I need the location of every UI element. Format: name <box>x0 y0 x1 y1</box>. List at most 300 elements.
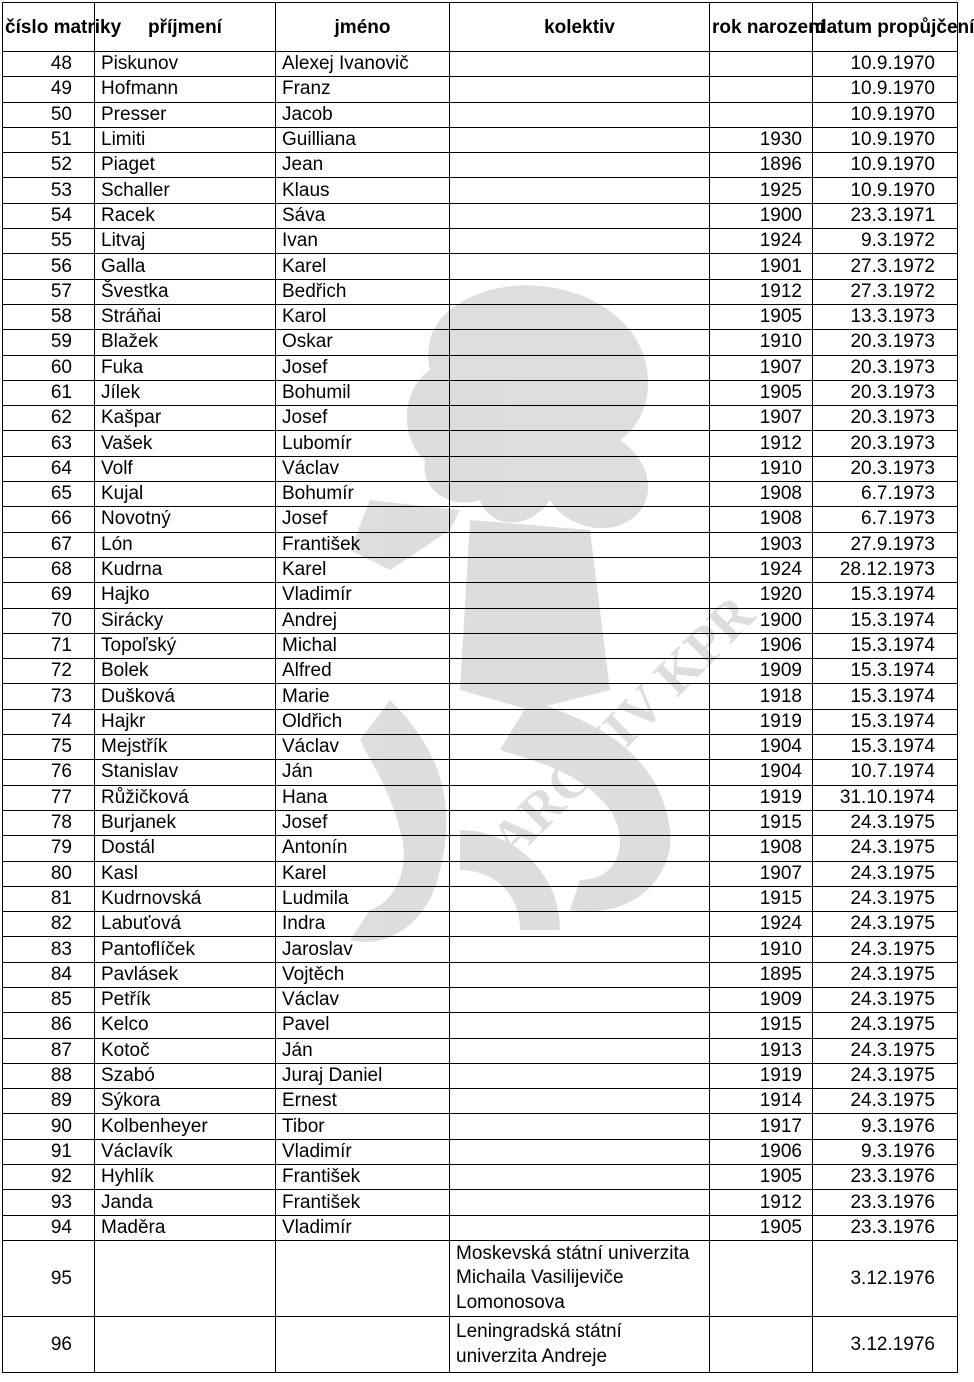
row-number: 58 <box>3 304 95 329</box>
row-firstname: Josef <box>276 507 450 532</box>
row-firstname: Bohumil <box>276 380 450 405</box>
row-collective <box>450 1038 710 1063</box>
row-number: 71 <box>3 633 95 658</box>
row-collective <box>450 532 710 557</box>
row-birth-year: 1903 <box>710 532 813 557</box>
row-surname: Václavík <box>95 1139 276 1164</box>
row-birth-year: 1912 <box>710 1190 813 1215</box>
header-rok: rok narození <box>710 3 813 52</box>
row-award-date: 31.10.1974 <box>813 785 958 810</box>
row-birth-year: 1920 <box>710 583 813 608</box>
row-collective <box>450 633 710 658</box>
row-number: 84 <box>3 962 95 987</box>
row-birth-year: 1912 <box>710 431 813 456</box>
row-collective <box>450 836 710 861</box>
row-surname: Vašek <box>95 431 276 456</box>
row-birth-year: 1895 <box>710 962 813 987</box>
row-award-date: 20.3.1973 <box>813 406 958 431</box>
row-surname: Piskunov <box>95 52 276 77</box>
row-award-date: 10.9.1970 <box>813 153 958 178</box>
row-birth-year: 1918 <box>710 684 813 709</box>
row-surname: Litvaj <box>95 229 276 254</box>
row-firstname: Oldřich <box>276 709 450 734</box>
row-collective <box>450 254 710 279</box>
row-collective <box>450 77 710 102</box>
row-collective <box>450 1165 710 1190</box>
row-birth-year: 1906 <box>710 633 813 658</box>
row-collective <box>450 1114 710 1139</box>
table-row <box>3 254 958 279</box>
table-row <box>3 1063 958 1088</box>
row-collective <box>450 52 710 77</box>
row-award-date: 6.7.1973 <box>813 482 958 507</box>
row-number: 68 <box>3 557 95 582</box>
table-row <box>3 633 958 658</box>
row-number: 81 <box>3 886 95 911</box>
row-collective <box>450 482 710 507</box>
row-firstname: Andrej <box>276 608 450 633</box>
row-surname: Sirácky <box>95 608 276 633</box>
row-birth-year: 1907 <box>710 406 813 431</box>
row-birth-year: 1900 <box>710 203 813 228</box>
header-datum: datum propůjčení <box>813 3 958 52</box>
table-row <box>3 153 958 178</box>
row-surname: Lón <box>95 532 276 557</box>
table-row <box>3 330 958 355</box>
table-row <box>3 735 958 760</box>
header-jmeno: jméno <box>276 3 450 52</box>
row-surname: Dostál <box>95 836 276 861</box>
row-birth-year: 1909 <box>710 659 813 684</box>
row-firstname: Hana <box>276 785 450 810</box>
row-number: 87 <box>3 1038 95 1063</box>
row-firstname: Jean <box>276 153 450 178</box>
row-surname: Hajkr <box>95 709 276 734</box>
row-surname <box>95 1240 276 1317</box>
table-row <box>3 431 958 456</box>
row-award-date: 24.3.1975 <box>813 987 958 1012</box>
row-number: 56 <box>3 254 95 279</box>
row-number: 70 <box>3 608 95 633</box>
row-firstname: Karel <box>276 557 450 582</box>
header-row <box>3 3 958 52</box>
row-surname: Racek <box>95 203 276 228</box>
row-collective <box>450 1215 710 1240</box>
row-firstname: Vladimír <box>276 1139 450 1164</box>
row-number: 96 <box>3 1317 95 1373</box>
row-award-date: 15.3.1974 <box>813 608 958 633</box>
row-award-date: 15.3.1974 <box>813 684 958 709</box>
row-collective <box>450 684 710 709</box>
row-birth-year: 1905 <box>710 380 813 405</box>
table-row <box>3 1089 958 1114</box>
row-surname: Maděra <box>95 1215 276 1240</box>
row-birth-year <box>710 1240 813 1317</box>
row-surname: Stráňai <box>95 304 276 329</box>
row-collective <box>450 735 710 760</box>
row-surname: Kelco <box>95 1013 276 1038</box>
row-firstname: Sáva <box>276 203 450 228</box>
row-surname: Hofmann <box>95 77 276 102</box>
row-birth-year: 1930 <box>710 127 813 152</box>
row-birth-year <box>710 1317 813 1373</box>
row-birth-year: 1912 <box>710 279 813 304</box>
row-surname: Piaget <box>95 153 276 178</box>
table-row <box>3 456 958 481</box>
row-surname: Kašpar <box>95 406 276 431</box>
row-award-date: 24.3.1975 <box>813 1013 958 1038</box>
row-firstname: Pavel <box>276 1013 450 1038</box>
row-birth-year: 1901 <box>710 254 813 279</box>
row-firstname: Ernest <box>276 1089 450 1114</box>
row-number: 76 <box>3 760 95 785</box>
row-surname: Labuťová <box>95 912 276 937</box>
table-row <box>3 836 958 861</box>
row-award-date: 24.3.1975 <box>813 912 958 937</box>
row-collective <box>450 608 710 633</box>
row-number: 59 <box>3 330 95 355</box>
row-surname: Sýkora <box>95 1089 276 1114</box>
row-birth-year: 1907 <box>710 861 813 886</box>
table-row <box>3 810 958 835</box>
row-number: 55 <box>3 229 95 254</box>
table-row <box>3 532 958 557</box>
table-row <box>3 178 958 203</box>
row-award-date: 24.3.1975 <box>813 1089 958 1114</box>
row-number: 89 <box>3 1089 95 1114</box>
row-collective <box>450 330 710 355</box>
header-kolektiv: kolektiv <box>450 3 710 52</box>
row-award-date: 28.12.1973 <box>813 557 958 582</box>
row-award-date: 20.3.1973 <box>813 456 958 481</box>
row-collective <box>450 1063 710 1088</box>
row-collective <box>450 557 710 582</box>
row-number: 48 <box>3 52 95 77</box>
row-collective <box>450 810 710 835</box>
row-award-date: 10.9.1970 <box>813 77 958 102</box>
row-firstname: Indra <box>276 912 450 937</box>
row-birth-year: 1908 <box>710 507 813 532</box>
row-birth-year <box>710 102 813 127</box>
row-number: 86 <box>3 1013 95 1038</box>
row-number: 83 <box>3 937 95 962</box>
row-collective <box>450 355 710 380</box>
row-surname: Růžičková <box>95 785 276 810</box>
row-firstname: Jaroslav <box>276 937 450 962</box>
row-surname: Limiti <box>95 127 276 152</box>
row-surname: Kasl <box>95 861 276 886</box>
row-collective <box>450 507 710 532</box>
row-birth-year: 1908 <box>710 482 813 507</box>
row-collective <box>450 431 710 456</box>
row-surname: Hajko <box>95 583 276 608</box>
row-award-date: 10.9.1970 <box>813 52 958 77</box>
row-surname: Kolbenheyer <box>95 1114 276 1139</box>
row-surname: Burjanek <box>95 810 276 835</box>
row-number: 93 <box>3 1190 95 1215</box>
row-surname: Blažek <box>95 330 276 355</box>
row-birth-year: 1914 <box>710 1089 813 1114</box>
row-birth-year: 1905 <box>710 304 813 329</box>
row-collective <box>450 153 710 178</box>
row-firstname: František <box>276 1165 450 1190</box>
row-surname: Presser <box>95 102 276 127</box>
row-collective <box>450 229 710 254</box>
table-row <box>3 1114 958 1139</box>
row-award-date: 10.7.1974 <box>813 760 958 785</box>
row-birth-year: 1900 <box>710 608 813 633</box>
table-row <box>3 355 958 380</box>
row-award-date: 23.3.1976 <box>813 1215 958 1240</box>
row-firstname: Josef <box>276 406 450 431</box>
row-collective <box>450 406 710 431</box>
table-row <box>3 557 958 582</box>
row-surname: Petřík <box>95 987 276 1012</box>
table-row <box>3 279 958 304</box>
row-firstname: Juraj Daniel <box>276 1063 450 1088</box>
row-collective <box>450 203 710 228</box>
row-award-date: 9.3.1972 <box>813 229 958 254</box>
row-number: 90 <box>3 1114 95 1139</box>
table-row <box>3 77 958 102</box>
table-row <box>3 962 958 987</box>
row-birth-year: 1915 <box>710 810 813 835</box>
row-firstname: Bedřich <box>276 279 450 304</box>
table-row <box>3 760 958 785</box>
row-number: 82 <box>3 912 95 937</box>
row-award-date: 10.9.1970 <box>813 102 958 127</box>
row-collective <box>450 380 710 405</box>
row-collective <box>450 1013 710 1038</box>
row-birth-year: 1915 <box>710 886 813 911</box>
row-firstname <box>276 1240 450 1317</box>
row-award-date: 3.12.1976 <box>813 1317 958 1373</box>
row-collective <box>450 912 710 937</box>
row-collective <box>450 785 710 810</box>
table-row <box>3 709 958 734</box>
row-award-date: 24.3.1975 <box>813 810 958 835</box>
row-number: 95 <box>3 1240 95 1317</box>
table-row <box>3 203 958 228</box>
row-number: 75 <box>3 735 95 760</box>
table-row <box>3 482 958 507</box>
row-number: 80 <box>3 861 95 886</box>
table-row <box>3 102 958 127</box>
row-birth-year: 1924 <box>710 557 813 582</box>
row-award-date: 15.3.1974 <box>813 735 958 760</box>
row-birth-year: 1913 <box>710 1038 813 1063</box>
row-surname: Fuka <box>95 355 276 380</box>
row-collective <box>450 102 710 127</box>
row-birth-year: 1896 <box>710 153 813 178</box>
table-row <box>3 229 958 254</box>
row-number: 67 <box>3 532 95 557</box>
row-birth-year: 1919 <box>710 709 813 734</box>
row-firstname: Guilliana <box>276 127 450 152</box>
row-birth-year <box>710 77 813 102</box>
row-collective <box>450 1139 710 1164</box>
row-birth-year: 1907 <box>710 355 813 380</box>
table-row <box>3 937 958 962</box>
row-birth-year: 1925 <box>710 178 813 203</box>
row-collective <box>450 583 710 608</box>
row-number: 65 <box>3 482 95 507</box>
row-number: 78 <box>3 810 95 835</box>
row-number: 88 <box>3 1063 95 1088</box>
row-birth-year: 1906 <box>710 1139 813 1164</box>
header-prijmeni: příjmení <box>95 3 276 52</box>
row-number: 52 <box>3 153 95 178</box>
row-birth-year: 1910 <box>710 456 813 481</box>
table-row <box>3 886 958 911</box>
row-birth-year: 1915 <box>710 1013 813 1038</box>
row-firstname: Vladimír <box>276 583 450 608</box>
row-number: 69 <box>3 583 95 608</box>
row-birth-year: 1917 <box>710 1114 813 1139</box>
row-firstname: Michal <box>276 633 450 658</box>
table-row <box>3 1240 958 1317</box>
row-firstname: Karel <box>276 861 450 886</box>
row-surname: Volf <box>95 456 276 481</box>
row-number: 62 <box>3 406 95 431</box>
row-award-date: 24.3.1975 <box>813 937 958 962</box>
row-firstname: Josef <box>276 810 450 835</box>
row-firstname: Karel <box>276 254 450 279</box>
row-number: 50 <box>3 102 95 127</box>
table-row <box>3 1190 958 1215</box>
row-birth-year: 1905 <box>710 1215 813 1240</box>
row-number: 94 <box>3 1215 95 1240</box>
row-surname: Švestka <box>95 279 276 304</box>
row-award-date: 20.3.1973 <box>813 380 958 405</box>
row-surname: Mejstřík <box>95 735 276 760</box>
row-award-date: 24.3.1975 <box>813 962 958 987</box>
table-row <box>3 406 958 431</box>
row-surname: Jílek <box>95 380 276 405</box>
row-award-date: 24.3.1975 <box>813 861 958 886</box>
row-birth-year: 1919 <box>710 1063 813 1088</box>
row-award-date: 15.3.1974 <box>813 659 958 684</box>
row-birth-year: 1910 <box>710 937 813 962</box>
row-number: 63 <box>3 431 95 456</box>
row-firstname: Josef <box>276 355 450 380</box>
table-row <box>3 380 958 405</box>
row-number: 79 <box>3 836 95 861</box>
row-award-date: 15.3.1974 <box>813 709 958 734</box>
row-birth-year: 1908 <box>710 836 813 861</box>
row-number: 85 <box>3 987 95 1012</box>
row-collective <box>450 659 710 684</box>
row-award-date: 10.9.1970 <box>813 178 958 203</box>
row-award-date: 10.9.1970 <box>813 127 958 152</box>
table-row <box>3 1165 958 1190</box>
row-award-date: 20.3.1973 <box>813 355 958 380</box>
row-number: 54 <box>3 203 95 228</box>
row-firstname: Lubomír <box>276 431 450 456</box>
row-surname: Bolek <box>95 659 276 684</box>
row-number: 49 <box>3 77 95 102</box>
row-collective <box>450 709 710 734</box>
row-firstname: Ludmila <box>276 886 450 911</box>
row-collective <box>450 937 710 962</box>
row-collective <box>450 279 710 304</box>
row-award-date: 24.3.1975 <box>813 886 958 911</box>
row-firstname: Vladimír <box>276 1215 450 1240</box>
row-collective <box>450 304 710 329</box>
row-number: 61 <box>3 380 95 405</box>
table-row <box>3 912 958 937</box>
row-surname: Szabó <box>95 1063 276 1088</box>
row-number: 57 <box>3 279 95 304</box>
row-firstname: Václav <box>276 456 450 481</box>
row-collective <box>450 987 710 1012</box>
row-surname <box>95 1317 276 1373</box>
row-birth-year: 1924 <box>710 912 813 937</box>
table-row <box>3 1317 958 1373</box>
row-birth-year <box>710 52 813 77</box>
row-number: 74 <box>3 709 95 734</box>
row-birth-year: 1909 <box>710 987 813 1012</box>
table-row <box>3 684 958 709</box>
row-surname: Novotný <box>95 507 276 532</box>
table-row <box>3 583 958 608</box>
row-firstname: Jacob <box>276 102 450 127</box>
table-row <box>3 304 958 329</box>
row-award-date: 6.7.1973 <box>813 507 958 532</box>
row-collective: Moskevská státní univerzita Michaila Vasilijeviče Lomonosova <box>450 1240 710 1317</box>
row-firstname: Klaus <box>276 178 450 203</box>
row-collective <box>450 178 710 203</box>
row-number: 92 <box>3 1165 95 1190</box>
table-row <box>3 659 958 684</box>
table-row <box>3 127 958 152</box>
table-row <box>3 608 958 633</box>
watermark-text: ARCHIV KPR <box>478 583 766 871</box>
row-award-date: 24.3.1975 <box>813 1038 958 1063</box>
row-surname: Janda <box>95 1190 276 1215</box>
row-award-date: 27.9.1973 <box>813 532 958 557</box>
row-collective: Leningradská státní univerzita Andreje <box>450 1317 710 1373</box>
row-collective <box>450 456 710 481</box>
row-collective <box>450 1190 710 1215</box>
row-collective <box>450 861 710 886</box>
row-surname: Pavlásek <box>95 962 276 987</box>
row-surname: Topoľský <box>95 633 276 658</box>
row-number: 64 <box>3 456 95 481</box>
row-award-date: 15.3.1974 <box>813 583 958 608</box>
table-row <box>3 507 958 532</box>
row-firstname: Antonín <box>276 836 450 861</box>
row-surname: Stanislav <box>95 760 276 785</box>
row-award-date: 24.3.1975 <box>813 836 958 861</box>
row-number: 51 <box>3 127 95 152</box>
row-number: 73 <box>3 684 95 709</box>
row-number: 60 <box>3 355 95 380</box>
row-firstname: Alfred <box>276 659 450 684</box>
row-firstname: Bohumír <box>276 482 450 507</box>
row-birth-year: 1905 <box>710 1165 813 1190</box>
row-firstname: Ján <box>276 1038 450 1063</box>
row-collective <box>450 886 710 911</box>
table-row <box>3 987 958 1012</box>
register-table <box>2 2 974 1373</box>
row-award-date: 23.3.1971 <box>813 203 958 228</box>
row-award-date: 9.3.1976 <box>813 1114 958 1139</box>
row-surname: Galla <box>95 254 276 279</box>
row-collective <box>450 1089 710 1114</box>
row-firstname: Václav <box>276 987 450 1012</box>
table-row <box>3 1038 958 1063</box>
